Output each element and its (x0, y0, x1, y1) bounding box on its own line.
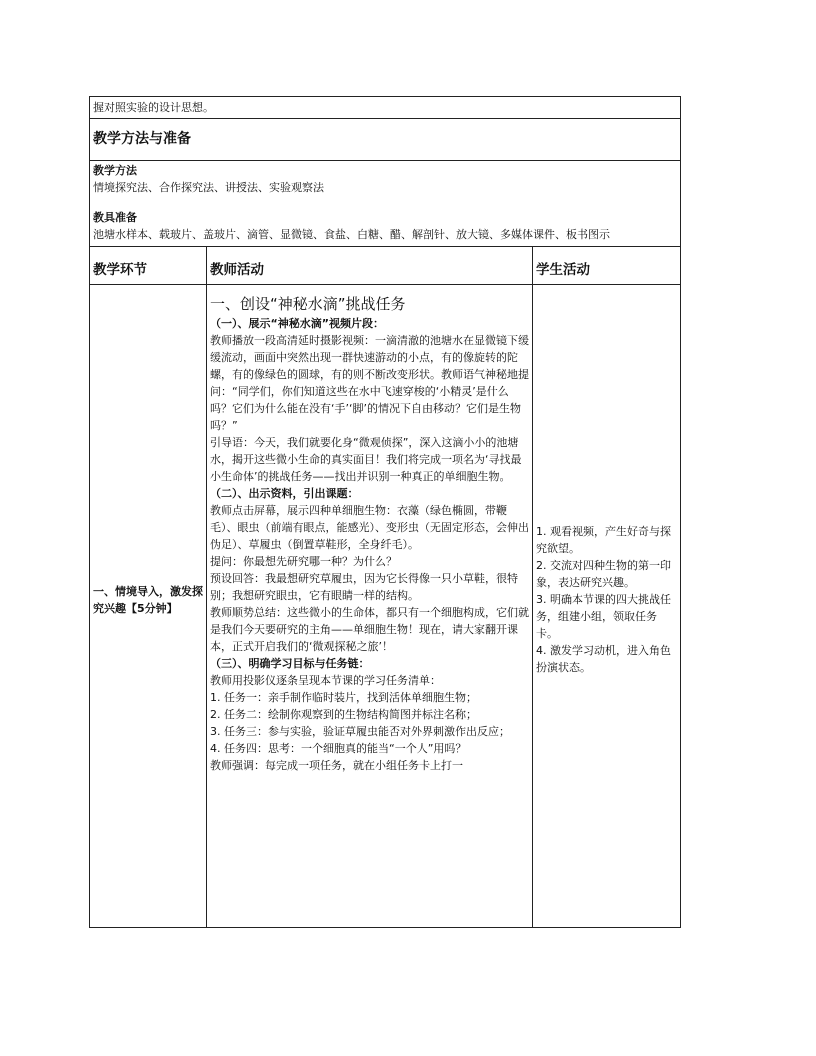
header-stage: 教学环节 (90, 247, 207, 285)
methods-section-title: 教学方法与准备 (93, 131, 191, 147)
header-teacher: 教师活动 (207, 247, 533, 285)
teacher-activity-title: 一、创设“神秘水滴”挑战任务 (210, 295, 406, 313)
student-activity-item: 2. 交流对四种生物的第一印象，表达研究兴趣。 (536, 559, 671, 589)
section-1-body: 教师播放一段高清延时摄影视频：一滴清澈的池塘水在显微镜下缓缓流动，画面中突然出现一群快速游动的小点，有的像旋转的陀螺，有的像绿色的圆球，有的则不断改变形状。教师语气神秘地提问：“同学们，你们知道这些在水中飞速穿梭的‘小精灵’是什么吗？它们为什么能在没有‘手’‘脚’的情况下自由移动？它们是生物吗？” (210, 334, 529, 432)
section-3-end: 教师强调：每完成一项任务，就在小组任务卡上打一 (210, 759, 463, 772)
section-2-summary: 教师顺势总结：这些微小的生命体，都只有一个细胞构成，它们就是我们今天要研究的主角——单细胞生物！现在，请大家翻开课本，正式开启我们的‘微观探秘之旅’！ (210, 606, 529, 653)
methods-text: 情境探究法、合作探究法、讲授法、实验观察法 (93, 181, 324, 194)
section-2-body: 教师点击屏幕，展示四种单细胞生物：衣藻（绿色椭圆，带鞭毛）、眼虫（前端有眼点，能感光）、变形虫（无固定形态，会伸出伪足）、草履虫（倒置草鞋形，全身纤毛）。 (210, 504, 529, 551)
section-3-intro: 教师用投影仪逐条呈现本节课的学习任务清单： (210, 674, 441, 687)
methods-section-title-cell (90, 119, 681, 161)
teacher-activity-cell (207, 285, 533, 928)
section-1-heading: （一）、展示“神秘水滴”视频片段： (210, 317, 384, 330)
task-item: 1. 任务一：亲手制作临时装片，找到活体单细胞生物； (210, 691, 477, 704)
section-2-answer: 预设回答：我最想研究草履虫，因为它长得像一只小草鞋，很特别；我想研究眼虫，它有眼睛一样的结构。 (210, 572, 518, 602)
tools-heading: 教具准备 (93, 211, 137, 224)
task-item: 2. 任务二：绘制你观察到的生物结构简图并标注名称； (210, 708, 477, 721)
intro-line: 握对照实验的设计思想。 (90, 97, 681, 119)
task-item: 4. 任务四：思考：一个细胞真的能当“一个人”用吗？ (210, 742, 467, 755)
student-activity-item: 3. 明确本节课的四大挑战任务，组建小组，领取任务卡。 (536, 593, 671, 640)
lesson-plan-page (89, 96, 680, 928)
task-item: 3. 任务三：参与实验，验证草履虫能否对外界刺激作出反应； (210, 725, 510, 738)
section-1-guide: 引导语：今天，我们就要化身“微观侦探”，深入这滴小小的池塘水，揭开这些微小生命的真实面目！我们将完成一项名为‘寻找最小生命体’的挑战任务——找出并识别一种真正的单细胞生物。 (210, 436, 522, 483)
section-3-heading: （三）、明确学习目标与任务链： (210, 657, 370, 670)
section-2-question: 提问：你最想先研究哪一种？为什么？ (210, 555, 397, 568)
student-activity-cell (533, 285, 681, 928)
methods-cell (90, 161, 681, 247)
student-activity-item: 1. 观看视频，产生好奇与探究欲望。 (536, 525, 671, 555)
section-2-heading: （二）、出示资料，引出课题： (210, 487, 359, 500)
header-student: 学生活动 (533, 247, 681, 285)
lesson-plan-table (89, 96, 681, 928)
student-activity-item: 4. 激发学习动机，进入角色扮演状态。 (536, 644, 671, 674)
stage-cell: 一、情境导入，激发探究兴趣【5分钟】 (90, 285, 207, 928)
tools-text: 池塘水样本、载玻片、盖玻片、滴管、显微镜、食盐、白糖、醋、解剖针、放大镜、多媒体课件、板书图示 (93, 228, 610, 241)
methods-heading: 教学方法 (93, 164, 137, 177)
